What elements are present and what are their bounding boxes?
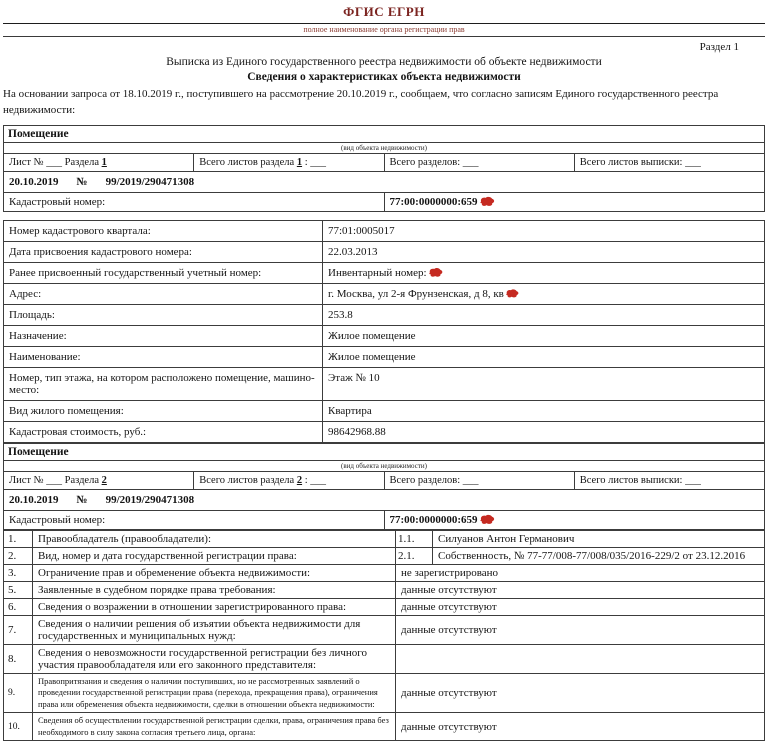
row-label: Заявленные в судебном порядке права требования: [33, 581, 396, 598]
row-label: Вид, номер и дата государственной регистрации права: [33, 547, 396, 564]
sheet-cell: Всего листов раздела 1 : ___ [194, 153, 384, 171]
row-value: г. Москва, ул 2-я Фрунзенская, д 8, кв [323, 283, 765, 304]
sheet-cell: Всего листов выписки: ___ [574, 471, 764, 489]
table-row [4, 615, 765, 644]
object-type-note: (вид объекта недвижимости) [4, 142, 765, 153]
section1-header-table [3, 125, 765, 212]
sheet-cell: Всего листов раздела 2 : ___ [194, 471, 384, 489]
table-row [4, 325, 765, 346]
row-value: 22.03.2013 [323, 241, 765, 262]
row-label: Дата присвоения кадастрового номера: [4, 241, 323, 262]
row-value [396, 644, 765, 673]
page-title: ФГИС ЕГРН [343, 4, 425, 19]
row-value: данные отсутствуют [396, 615, 765, 644]
row-value: 253.8 [323, 304, 765, 325]
row-number: 8. [4, 644, 33, 673]
table-row [4, 644, 765, 673]
table-row [4, 547, 765, 564]
table-row [4, 367, 765, 400]
table-row [4, 581, 765, 598]
row-value: Этаж № 10 [323, 367, 765, 400]
row-value: данные отсутствуют [396, 673, 765, 712]
redaction-mark-icon [480, 514, 495, 525]
razdel-number: 1 [101, 156, 107, 168]
row-label: Правопритязания и сведения о наличии поступивших, но не рассмотренных заявлений о проведении государственной регистрации права (перехода, прекращения права), ограничения права или обременения объекта недвижимости, сделки в отношении объекта недвижимости: [33, 673, 396, 712]
row-label: Ранее присвоенный государственный учетный номер: [4, 262, 323, 283]
row-number: 10. [4, 713, 33, 741]
row-label: Наименование: [4, 346, 323, 367]
table-row [4, 283, 765, 304]
table-row [4, 713, 765, 741]
row-value: данные отсутствуют [396, 581, 765, 598]
table-row [4, 421, 765, 442]
row-value: Инвентарный номер: [323, 262, 765, 283]
table-row [4, 564, 765, 581]
table-row [4, 400, 765, 421]
row-label: Номер, тип этажа, на котором расположено помещение, машино-место: [4, 367, 323, 400]
row-label: Назначение: [4, 325, 323, 346]
request-number: 99/2019/290471308 [105, 175, 195, 188]
redaction-mark-icon [480, 196, 495, 207]
object-type-header: Помещение [4, 125, 765, 142]
razdel-number: 2 [296, 474, 303, 486]
table-row [4, 241, 765, 262]
row-value: Квартира [323, 400, 765, 421]
row-value: Жилое помещение [323, 325, 765, 346]
characteristics-table [3, 220, 765, 443]
row-subnumber: 2.1. [396, 547, 433, 564]
row-number: 6. [4, 598, 33, 615]
object-type-note: (вид объекта недвижимости) [4, 460, 765, 471]
redaction-mark-icon [506, 288, 519, 299]
number-sign: № [76, 175, 88, 188]
row-value: 77:01:0005017 [323, 220, 765, 241]
request-date-row [4, 489, 765, 510]
row-label: Сведения о невозможности государственной регистрации без личного участия правообладателя или его законного представителя: [33, 644, 396, 673]
row-label: Сведения о возражении в отношении зарегистрированного права: [33, 598, 396, 615]
row-value: данные отсутствуют [396, 713, 765, 741]
table-row [4, 530, 765, 547]
sheet-cell: Всего разделов: ___ [384, 471, 574, 489]
row-label: Правообладатель (правообладатели): [33, 530, 396, 547]
row-number: 9. [4, 673, 33, 712]
row-number: 3. [4, 564, 33, 581]
row-label: Адрес: [4, 283, 323, 304]
sheet-cell: Всего листов выписки: ___ [574, 153, 764, 171]
row-number: 2. [4, 547, 33, 564]
row-label: Сведения о наличии решения об изъятии объекта недвижимости для государственных и муниципальных нужд: [33, 615, 396, 644]
row-value: Силуанов Антон Германович [433, 530, 765, 547]
row-value: Собственность, № 77-77/008-77/008/035/2016-229/2 от 23.12.2016 [433, 547, 765, 564]
row-number: 5. [4, 581, 33, 598]
request-date: 20.10.2019 [9, 493, 59, 506]
number-sign: № [76, 493, 88, 506]
request-number: 99/2019/290471308 [105, 493, 195, 506]
intro-text: На основании запроса от 18.10.2019 г., поступившего на рассмотрение 20.10.2019 г., сообщаем, что согласно записям Единого государственного реестра недвижимости: [3, 88, 719, 116]
table-row [4, 220, 765, 241]
object-type-header: Помещение [4, 443, 765, 460]
row-value: данные отсутствуют [396, 598, 765, 615]
redaction-mark-icon [429, 267, 443, 278]
row-label: Вид жилого помещения: [4, 400, 323, 421]
cadastral-number-value: 77:00:0000000:659 [384, 510, 765, 529]
sheet-cell: Всего разделов: ___ [384, 153, 574, 171]
table-row [4, 673, 765, 712]
document-subtitle: Сведения о характеристиках объекта недвижимости [247, 71, 521, 83]
table-row [4, 598, 765, 615]
request-date: 20.10.2019 [9, 175, 59, 188]
row-label: Площадь: [4, 304, 323, 325]
row-subnumber: 1.1. [396, 530, 433, 547]
row-label: Кадастровая стоимость, руб.: [4, 421, 323, 442]
row-label: Сведения об осуществлении государственной регистрации сделки, права, ограничения права без необходимого в силу закона согласия третьего лица, органа: [33, 713, 396, 741]
cadastral-number-label: Кадастровый номер: [4, 192, 385, 211]
section-number-label: Раздел 1 [699, 41, 739, 53]
table-row [4, 262, 765, 283]
row-value: 98642968.88 [323, 421, 765, 442]
sheet-cell: Лист № ___ Раздела 1 [4, 153, 194, 171]
sheet-cell: Лист № ___ Раздела 2 [4, 471, 194, 489]
request-date-row [4, 171, 765, 192]
razdel-number: 2 [101, 474, 107, 486]
row-number: 7. [4, 615, 33, 644]
rights-table [3, 530, 765, 741]
cadastral-number-label: Кадастровый номер: [4, 510, 385, 529]
table-row [4, 304, 765, 325]
row-value: не зарегистрировано [396, 564, 765, 581]
row-label: Ограничение прав и обременение объекта недвижимости: [33, 564, 396, 581]
row-number: 1. [4, 530, 33, 547]
table-row [4, 346, 765, 367]
razdel-number: 1 [296, 156, 303, 168]
cadastral-number-value: 77:00:0000000:659 [384, 192, 765, 211]
org-name-note: полное наименование органа регистрации прав [303, 25, 465, 34]
row-label: Номер кадастрового квартала: [4, 220, 323, 241]
document-title: Выписка из Единого государственного реестра недвижимости об объекте недвижимости [166, 56, 602, 68]
section2-header-table [3, 443, 765, 530]
row-value: Жилое помещение [323, 346, 765, 367]
